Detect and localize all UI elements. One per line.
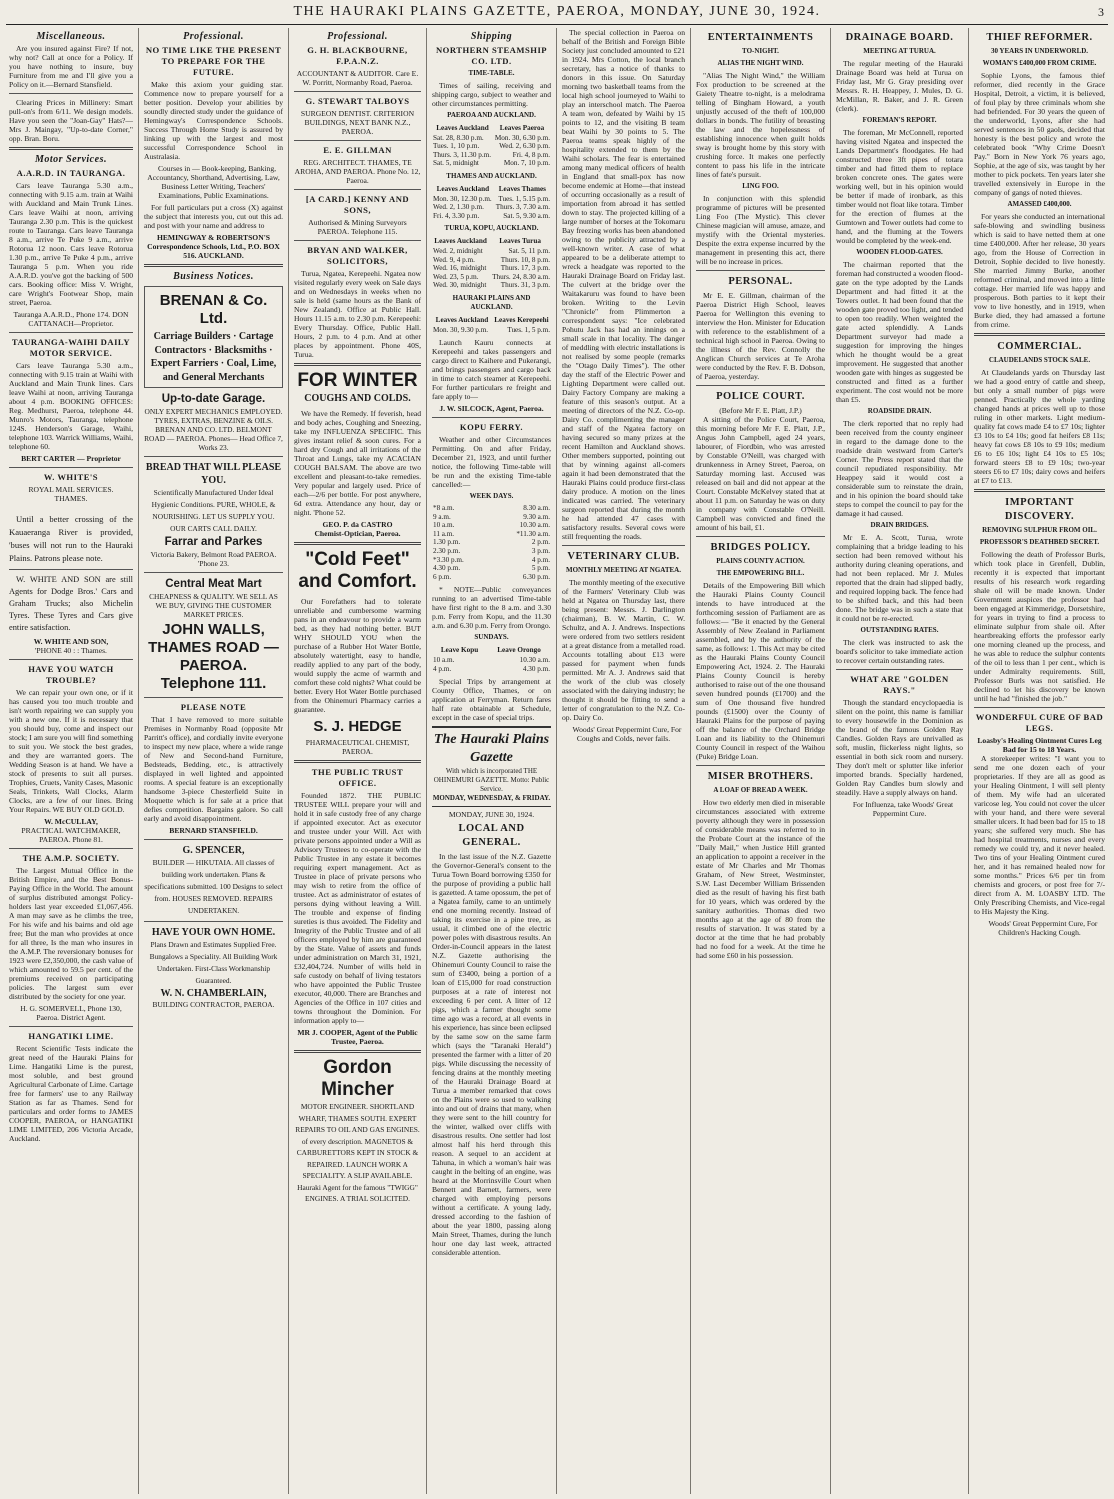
ad-title: NO TIME LIKE THE PRESENT TO PREPARE FOR THE FUTURE. — [145, 45, 282, 77]
article-subtitle: 30 YEARS IN UNDERWORLD. — [990, 47, 1089, 55]
table-row: Wed. 30, midnight Thurs. 31, 3 p.m. — [433, 281, 550, 290]
article-body: The foreman, Mr McConnell, reported having visited Ngatea and inspected the Lands Department's floodgates. He had constructed three 3ft pipes of totara timber and had fitted them to replace broken concrete ones. The gates were working well, but in his opinion would be better if made of ironbark, as this timber would not float like totara. Timber for the erection of flumes at the Gumtown and Tower outlets had come to hand, and the fluming at the Towers would be completed by the week-end. — [836, 128, 963, 245]
article-body: The monthly meeting of the executive of the Farmers' Veterinary Club was held at Ngatea on Thursday last, there being present: Messrs. J. Darlington (chairman), B. W. Martin, C. W. Schultz, and A. J. Andrews. Inspections were ordered from two settlers resident at a great distance from a metalled road. Accounts totalling about £13 were passed for payment when funds permitted. Mr A. J. Andrews said that the work of the club was closely associated with the dairying industry; he thought it should be fitting to send a letter of congratulation to the N.Z. Co-op. Dairy Co. — [562, 578, 685, 722]
ad-sign: 'PHONE 40 : : Thames. — [35, 646, 107, 655]
article-subtitle: TO-NIGHT. — [742, 47, 779, 55]
ad-title: THE PUBLIC TRUST OFFICE. — [311, 767, 404, 788]
ferry-note: * NOTE—Public conveyances running to an advertised Time-table have first right to the 8 a.m. and 3.30 p.m. Ferry from Kopu, and the 11.30 a.m. and 6.30 p.m. Ferry from Orongo. — [432, 585, 551, 631]
table-row: Tues. 1, 10 p.m. Wed. 2, 6.30 p.m. — [433, 142, 550, 151]
ferry-timetable — [432, 504, 551, 581]
ad-sign: MR J. COOPER, Agent of the Public Trustee, Paeroa. — [297, 1028, 418, 1046]
article-subtitle: ALIAS THE NIGHT WIND. — [717, 59, 804, 67]
article-body: In the last issue of the N.Z. Gazette the Governor-General's consent to the Turua Town Board borrowing £350 for the purpose of providing a public hall is gazetted. A tame opossum, the pet of a Ngatea family, came to an untimely end one morning recently. Instead of taking its exercise in a pine tree, as usual, it climbed one of the electric power poles with disastrous results. An Order-in-Council appears in the latest N.Z. Gazette authorising the Ohinemuri County Council to raise the sum of £3400, being a portion of a loan of £15,000 for road construction purposes at a rate of interest not exceeding 6 per cent. A litter of 12 pigs, which a farmer thought some time ago was a record, at all events in his experience, has since been eclipsed by the same sow on the same farm which (says the "Taranaki Herald") presented the farmer with a litter of 20 pigs. While discussing the necessity of fencing drains at the monthly meeting of the Hauraki Drainage Board at Turua a member remarked that cows on the Plains were so used to walking into and out of drains that many, when they were sent to the hill country for the winter, walked over cliffs with disastrous results. One settler had lost almost half his herd through this reason. A sequel to an accident at Tahuna, in which a woman's hair was caught in the belting of an engine, was heard at the Morrinsville Court when Bennett and Barnett, farmers, were charged with employing persons without a certificate. A young lady, dressed according to the fashion of about the year 1800, passing along Main Street, Thames, during the lunch hour one day last week, attracted considerable attention. — [432, 852, 551, 1258]
ad-body: ACCOUNTANT & AUDITOR. Care E. W. Porritt, Normanby Road, Paeroa. — [296, 69, 419, 87]
ad-sign: BERNARD STANSFIELD. — [169, 826, 258, 835]
shipping-title: NORTHERN STEAMSHIP CO. LTD. — [435, 45, 548, 66]
column-1 — [4, 28, 139, 1494]
ad-body: Authorised & Mining Surveyors PAEROA. Telephone 115. — [308, 218, 407, 236]
ad-body: REG. ARCHITECT. THAMES, TE AROHA, AND PAEROA. Phone No. 12, Paeroa. — [294, 158, 421, 185]
timetable: Leaves Auckland Leaves Paeroa Sat. 28, 8.30 p.m. Mon. 30, 6.30 p.m. Tues. 1, 10 p.m. Wed. 2, 6.30 p.m. Thurs. 3, 11.30 p.m. Fri. 4, 8 p.m. Sat. 5, midnight Mon. 7, 10 p.m. — [433, 124, 550, 168]
ad-body: Founded 1872. THE PUBLIC TRUSTEE WILL prepare your will and hold it in safe custody free of any charge if appointed executor. Act as executor and trustee under your Will. Act with private persons appointed under a Will as Advisory Trustees to co-operate with the Public Trustee in any estate it becomes requiring expert management. Act as Trustee in place of private persons who may wish to retire from the office of trustee. Act as administrator of estates of persons dying without leaving a Will. The trouble and expense of finding sureties is thus avoided. The Fidelity and Integrity of the Public Trustee and of all officers employed by him are guaranteed by the State. Value of assets and funds under administration on March 31, 1921, £32,404,724. Number of wills held in safe custody on behalf of living testators who have appointed the Public Trustee executor, 40,000. There are Branches and Agencies of the Office in 107 cities and towns throughout the Dominion. For information apply to— — [294, 791, 421, 1025]
ad-sign: BUILDING CONTRACTOR, PAEROA. — [152, 1000, 275, 1009]
ad-sign: S. J. HEDGE — [313, 718, 402, 735]
section-heading: Motor Services. — [35, 154, 107, 165]
timetable-label: TIME-TABLE. — [468, 69, 515, 77]
hedge-ad — [294, 718, 421, 756]
article-title: THIEF REFORMER. — [986, 32, 1093, 43]
ad-title: KOPU FERRY. — [459, 422, 524, 433]
ad-title: TAURANGA-WAIHI DAILY MOTOR SERVICE. — [11, 337, 131, 358]
timetable: Leaves Auckland Leaves Turua Wed. 2, midnight Sat. 5, 11 p.m. Wed. 9, 4 p.m. Thurs. 10, 8 p.m. Wed. 16, midnight Thurs. 17, 3 p.m. Wed. 23, 5 p.m. Thurs. 24, 8.30 a.m. Wed. 30, midnight Thurs. 31, 3 p.m. — [433, 237, 550, 290]
article-subtitle: FOREMAN'S REPORT. — [862, 116, 937, 124]
article-subtitle: THE EMPOWERING BILL. — [716, 569, 805, 577]
table-row: *8 a.m. 8.30 a.m. — [433, 504, 550, 513]
table-row: 4 p.m. 4.30 p.m. — [433, 664, 550, 673]
table-row: Sat. 5, midnight Mon. 7, 10 p.m. — [433, 159, 550, 168]
ad-sign: PRACTICAL WATCHMAKER, PAEROA. Phone 81. — [21, 826, 121, 844]
article-body: For years she conducted an international safe-blowing and swindling business which is said to have netted them at one time £400,000. After her release, 30 years ago, from the House of Correction in Detroit, Sophie decided to live honestly. She married Jimmy Burke, another reformed criminal, and moved into a little cottage. Her married life was happy and prosperous. Both parties to it kept their vow to live honestly, and in 1919, when Burke died, they had amassed a fortune from crime. — [974, 212, 1105, 329]
shipping-note: Launch Kauru connects at Kerepeehi and takes passengers and cargo direct to Kaihere and Pukerangi, and brings passengers and cargo back in time to catch steamer at Kerepeehi. For further particulars re freight and fare apply to— — [432, 338, 551, 402]
article-subtitle: REMOVING SULPHUR FROM OIL. — [982, 526, 1097, 534]
column-5 — [557, 28, 691, 1494]
ad-title: Gordon Mincher — [321, 1057, 394, 1100]
table-row: 4.30 p.m. 5 p.m. — [433, 564, 550, 573]
brenan-ad — [144, 286, 283, 388]
ad-title: HAVE YOU WATCH TROUBLE? — [28, 664, 114, 685]
article-body: Details of the Empowering Bill which the Hauraki Plains County Council intends to have introduced at the forthcoming session of Parliament are as follows:— "Be it enacted by the General Assembly of New Zealand in Parliament assembled, and by the authority of the same, as follows: 1. This Act may be cited as the Hauraki Plains County Council Empowering Act, 1924. 2. The Hauraki Plains County Council is hereby authorised to raise out of the one thousand seven hundred pounds (£1700) and the sum of One thousand five hundred pounds (£1500) over the County of Hauraki Plains for the purpose of paying off the balance of the Orchard Bridge Loan and its liability to the Ohinemuri County Council in respect of the Waihou (Puke) Bridge Loan. — [696, 581, 825, 761]
article-body: The regular meeting of the Hauraki Drainage Board was held at Turua on Friday last, Mr G. Gray presiding over Messrs. R. H. Heappey, J. Mules, D. G. McMillan, R. Baker, and J. R. Green (clerk). — [836, 59, 963, 113]
masthead-title: THE HAURAKI PLAINS GAZETTE, PAEROA, MONDAY, JUNE 30, 1924. — [293, 4, 821, 19]
table-row: 2.30 p.m. 3 p.m. — [433, 547, 550, 556]
ad-sign: W. McCULLAY, — [44, 817, 98, 826]
ad-title: Farrar and Parkes — [164, 536, 263, 548]
home-ad — [144, 926, 283, 1009]
article-subtitle: OUTSTANDING RATES. — [860, 626, 939, 634]
article-subtitle: PLAINS COUNTY ACTION. — [716, 557, 805, 565]
route-title: HAURAKI PLAINS AND AUCKLAND. — [452, 293, 531, 311]
ad-sub: COUGHS AND COLDS. — [304, 393, 411, 404]
ad-body: We can repair your own one, or if it has caused you too much trouble and isn't worth repairing we can supply you with a new one. If it is necessary that you should buy, come and inspect our stock; I am sure you will find something to suit you. We stock the best grades, and they are warranted goers. The Wedding Season is at hand. We have a stock of presents to suit all purses. Trophies, Cruets, Vanity Cases, Masonic Seals, Trinkets, Wall Clocks, Alarm Clocks, are a few of our lines. Bring Your Repairs. WE BUY OLD GOLD. — [9, 688, 133, 814]
ad-body: Recent Scientific Tests indicate the great need of the Hauraki Plains for Lime. Hangatiki Lime is the purest, most soluble, and best ground Agricultural Carbonate of Lime. Cartage free for farmers' use to any Railway Station as far as Thames. Send for particulars and order forms to JAMES COOPER, PAEROA, or HANGATIKI LIME LIMITED, 206 Victoria Arcade, Auckland. — [9, 1044, 133, 1143]
ad-body: Cars leave Tauranga 5.30 a.m., connecting with 9.15 a.m. train at Waihi with Auckland and Main Trunk Lines. Cars leave Waihi at noon, arriving Tauranga 2.30 p.m. This is the quickest route to Tauranga. Cars leave Tauranga 8 a.m., arrive Te Puke 9 a.m., arrive Rotorua 12 noon. Cars leave Rotorua 1.30 p.m., arrive Te Puke 4 p.m., arrive Tauranga 5 p.m. When you ride A.A.R.D. you've got the backing of 500 cars. Booking office: Miss V. Wright, care Wright's Footwear Shop, main street, Paeroa. — [9, 181, 133, 307]
ad-body: For full particulars put a cross (X) against the subject that interests you, cut out this ad. and post with your name and address to — [144, 203, 283, 230]
ad-body: ONLY EXPERT MECHANICS EMPLOYED. TYRES, EXTRAS, BENZINE & OILS. — [144, 407, 283, 425]
ad-body: Scientifically Manufactured Under Ideal Hygienic Conditions. PURE, WHOLE, & NOURISHING. LET US SUPPLY YOU. OUR CARTS CALL DAILY. — [151, 488, 276, 533]
section-heading: Professional. — [327, 31, 388, 42]
article-title: IMPORTANT DISCOVERY. — [1004, 497, 1075, 522]
table-row: Thurs. 3, 11.30 p.m. Fri. 4, 8 p.m. — [433, 150, 550, 159]
section-heading: Shipping — [470, 31, 513, 42]
article-body: Mr E. A. Scott, Turua, wrote complaining that a bridge leading to his section had been removed without his authority during cleaning operations, and had not been replaced. Mr J. Mules reported that the drain had slipped badly, and required lopping back. The fence had to be shifted back, and this had been done. The bridge was in such a state that it could not be re-erected. — [836, 533, 963, 623]
columns — [4, 28, 1110, 1496]
ferry-timetable: Leave Kopu Leave Orongo 10 a.m. 10.30 a.m. 4 p.m. 4.30 p.m. — [433, 646, 550, 673]
table-row: 10 a.m. 10.30 a.m. — [433, 521, 550, 530]
article-subtitle: MEETING AT TURUA. — [863, 47, 936, 55]
route-title: PAEROA AND AUCKLAND. — [447, 111, 536, 119]
ad-sign: HEMINGWAY & ROBERTSON'S Correspondence Schools, Ltd., P.O. BOX 516. AUCKLAND. — [147, 233, 280, 260]
article-title: VETERINARY CLUB. — [567, 551, 680, 562]
ad-sign: Chemist-Optician, Paeroa. — [314, 529, 401, 538]
ad-sign: Victoria Bakery, Belmont Road PAEROA. 'Phone 23. — [150, 550, 277, 568]
article-title: POLICE COURT. — [716, 391, 805, 402]
article-subtitle: LING FOO. — [742, 182, 779, 190]
filler: Woods' Great Peppermint Cure, For Children's Hacking Cough. — [988, 919, 1098, 937]
ad-title: Central Meat Mart — [165, 578, 262, 590]
article-subtitle: ROADSIDE DRAIN. — [867, 407, 932, 415]
table-row: Wed. 23, 5 p.m. Thurs. 24, 8.30 a.m. — [433, 272, 550, 281]
ad-title: G. H. BLACKBOURNE, F.P.A.N.Z. — [307, 45, 408, 66]
ad-body: Carriage Builders · Cartage Contractors · Blacksmiths · Expert Farriers · Coal, Lime, and General Merchants — [150, 331, 277, 383]
garage-ad — [144, 392, 283, 452]
article-body: The clerk reported that no reply had been received from the county engineer in regard to the damage done to the roadside drain westward from Carter's Corner. The Press report stated that the council repudiated responsibility. Mr Heappey said it would cost a considerable sum to reinstate the drain, and in his opinion the board should take steps to compel the council to pay for the damage it had caused. — [836, 419, 963, 518]
ad-sign: GEO. P. da CASTRO — [322, 520, 393, 529]
article-subtitle: AMASSED £400,000. — [1007, 200, 1072, 208]
article-title: WHAT ARE "GOLDEN RAYS." — [850, 674, 949, 695]
ad-sign: BRENAN AND CO. LTD. BELMONT ROAD — PAEROA. Phones— Head Office 7, Works 23. — [144, 425, 283, 452]
route-title: WEEK DAYS. — [469, 492, 514, 501]
article-body: The chairman reported that the foreman had constructed a wooden flood-gate on the type adopted by the Lands Department and had fitted it at the Towers outlet. It had been found that the wooden gate proved too light, and tended to open too readily. When weighted the gate acted splendidly. A Lands Department surveyor had made a suggestion for improving the hinges which he thought would be a great improvement. He suggested that another wooden gate with hinges as suggested be constructed and fitted as a further experiment. The cost would not be more than £5. — [836, 260, 963, 404]
ad-sign: BERT CARTER — Proprietor — [21, 454, 121, 463]
article-title: BRIDGES POLICY. — [710, 542, 811, 553]
article-body: A sitting of the Police Court, Paeroa, this morning before Mr F. E. Platt, J.P., Angus John Campbell, aged 24 years, labourer, of Fiordbin, who was arrested by Constable O'Neill, was charged with drunkenness in Arney Street, Paeroa, on Saturday morning last. Accused was released on bail and did not appear at the Court. Constable McKelvey stated that at about 11 p.m. on Saturday he was on duty in company with Constable O'Neill. Campbell was convicted and fined the amount of his bail, £1. — [696, 415, 825, 532]
issue-date: MONDAY, JUNE 30, 1924. — [448, 810, 535, 820]
article-title: COMMERCIAL. — [997, 341, 1082, 352]
feet-ad — [294, 549, 421, 593]
ad-title: G. STEWART TALBOYS — [305, 96, 410, 106]
article-body: Following the death of Professor Burls, which took place in Grenfell, Dublin, recently it is expected that important results of his research work regarding shale oil will be made known. Under Government auspices the professor had been engaged at Kimmeridge, Dorsetshire, for years in trying to find a process to eliminate sulphur from shale oil. After heartbreaking efforts the professor early one morning cleaned up the process, and he was able to reduce the sulphur contents of the oil to less than 1 per cent., which is under Admiralty requirements. Still, Professor Burls was not satisfied. He declined to let his discovery be known until he had "finished the job." — [974, 550, 1105, 703]
ad-body: BUILDER — HIKUTAIA. All classes of building work undertaken. Plans & specifications submitted. 100 Designs to select from. HOUSES REMOVED. REPAIRS UNDERTAKEN. — [144, 858, 283, 915]
flag-title: The Hauraki Plains Gazette — [433, 732, 550, 766]
article-title: MISER BROTHERS. — [707, 771, 814, 782]
article-title: ENTERTAINMENTS — [707, 32, 814, 43]
column-2 — [139, 28, 289, 1494]
article-subtitle: WOODEN FLOOD-GATES. — [856, 248, 943, 256]
article-body: At Claudelands yards on Thursday last we had a good entry of cattle and sheep, but only a small number of pigs were penned. Practically the whole yarding changed hands at prices well up to those ruling in other markets. Light medium-quality fat cows made £4 to £7 10s; lighter £3 10s to £4 10s; good fat heifers £8 11s; heavy fat cows £8 10s to £9 10s; medium £6 to £6 10s; light £4 10s to £5 10s; forward steers £8 to £9 10s; two-year steers £6 to £7 10s; dairy cows and heifers at £7 to £13. — [974, 368, 1105, 485]
article-body: Mr E. E. Gillman, chairman of the Paeroa District High School, leaves Paeroa for Wellington this evening to interview the Hon. Minister for Education with reference to the establishment of a technical high school in Paeroa. Owing to the illness of the Rev. Connolly the Anglican Church services at Te Aroha were conducted by the Rev. F. B. Dobson, of Paeroa, yesterday. — [696, 291, 825, 381]
table-row: Mon. 30, 9.30 p.m. Tues. 1, 5 p.m. — [433, 325, 550, 334]
ad-title: HAVE YOUR OWN HOME. — [151, 927, 276, 938]
table-row: Fri. 4, 3.30 p.m. Sat. 5, 9.30 a.m. — [433, 211, 550, 220]
article-body: How two elderly men died in miserable circumstances associated with extreme poverty although they were in possession of considerable means was referred to in the Probate Court at the instance of the "Daily Mail," when Justice Hill granted an application to appoint a receiver in the estate of Mr Charles and Mr Thomas Graham, of New Street, Westminster, S.W. Last December William Brissenden died as the result of having his first bath for 10 years, which was ordered by the sanitary authorities. Thomas died two months ago at the age of 80 from the results of starvation. It was stated by a doctor at the time that he had probably had no food for a week. At the time he had some £60 in his possession. — [696, 798, 825, 960]
timetable: Leaves Auckland Leaves Kerepeehi Mon. 30, 9.30 p.m. Tues. 1, 5 p.m. — [433, 315, 550, 334]
ad-body: Our Forefathers had to tolerate unreliable and cumbersome warming pans in an endeavour to provide a warm bed, as they had nothing better. BUT WHY SHOULD YOU when the purchase of a Rubber Hot Water Bottle, absolutely watertight, easy to handle, readily applied to any part of the body, would supply the acme of warmth and comfort these cold nights? What could be better. Every Hot Water Bottle purchased from the Ohinemuri Pharmacy carries a guarantee. — [294, 597, 421, 714]
article-subtitle: DRAIN BRIDGES. — [870, 521, 929, 529]
ad-body: MOTOR ENGINEER. SHORTLAND WHARF, THAMES SOUTH. EXPERT REPAIRS TO OIL AND GAS ENGINES. of every description. MAGNETOS & CARBURETTORS KEPT IN STOCK & REPAIRED. LAUNCH WORK A SPECIALITY. A SLIP AVAILABLE. Hauraki Agent for the famous "TWIGG" ENGINES. A TRIAL SOLICITED. — [295, 1102, 420, 1203]
article-subtitle: PROFESSOR'S DEATHBED SECRET. — [979, 538, 1100, 546]
table-row: Mon. 30, 12.30 p.m. Tues. 1, 5.15 p.m. — [433, 194, 550, 203]
article-subtitle: WOMAN'S £400,000 FROM CRIME. — [982, 59, 1097, 67]
ad-body: Until a better crossing of the Kauaeranga River is provided, 'buses will not run to the Hauraki Plains. Patrons please note. — [9, 514, 133, 563]
ad-title: G. SPENCER, — [182, 845, 245, 856]
article-body: Sophie Lyons, the famous thief reformer, died recently in the Grace Hospital, Detroit, a victim, it is believed, of foul play by three criminals whom she had befriended. For 30 years the queen of the underworld, Lyons, after she had served sentences in 50 gaols, decided that honesty is the best policy and wrote the celebrated book "Why Crime Doesn't Pay." Born in New York 76 years ago, Sophie, at the age of six, was taught by her mother to pick pockets. Ten years later she travelled extensively in Europe in the company of gangs of noted thieves. — [974, 71, 1105, 197]
table-row: Wed. 9, 4 p.m. Thurs. 10, 8 p.m. — [433, 255, 550, 264]
column-4 — [427, 28, 557, 1494]
bread-ad — [144, 461, 283, 568]
ad-body: Courses in — Book-keeping, Banking, Accountancy, Shorthand, Advertising, Law, Business Letter Writing, Teachers' Examinations, Public Examinations. — [147, 164, 280, 200]
page-number: 3 — [1098, 5, 1104, 19]
ad-sub: ROYAL MAIL SERVICES. — [28, 485, 114, 494]
ad-sign: H. G. SOMERVELL, Phone 130, Paeroa. District Agent. — [20, 1004, 122, 1022]
article-subtitle: MONTHLY MEETING AT NGATEA. — [565, 566, 681, 574]
section-heading: Business Notices. — [173, 271, 254, 282]
insurance-ad: Are you insured against Fire? If not, why not? Call at once for a Policy. If you have nothing to insure, buy Furniture from me and I'll give you a Policy on it.—Bernard Stansfield. — [9, 44, 133, 89]
table-row: 6 p.m. 6.30 p.m. — [433, 572, 550, 581]
column-3 — [289, 28, 427, 1494]
column-6 — [691, 28, 831, 1494]
article-subtitle: CLAUDELANDS STOCK SALE. — [988, 356, 1091, 364]
ad-title: Up-to-date Garage. — [161, 393, 266, 405]
table-row: 11 a.m. *11.30 a.m. — [433, 529, 550, 538]
ad-body: Turua, Ngatea, Kerepeehi. Ngatea now visited regularly every week on Sale days and on Wednesdays in weeks when no sale is held (same hours as the Bank of New Zealand). Office at Public Hall. Hours 11.15 a.m. to 2.30 p.m. Kerepeehi: Every Thursday. Office, Public Hall. Hours, 2 p.m. to 4 p.m. And at other places by appointment. Phone 40S, Turua. — [294, 269, 421, 359]
article-body: A storekeeper writes: "I want you to send me one dozen each of your proprietaries. If they are all as good as your Healing Ointment, I will sell plenty of them. My wife had an ulcerated varicose leg. You could not cover the ulcer with your hand, and there were several smaller ulcers. It had been bad for 15 to 18 years; she suffered very much. She has had hospital treatments, nurses and every remedy we could try, and it never healed. Two tins of your Healing Ointment cured her, and it has remained healed now for some months." Prices 6/6 per tin from chemists and grocers, or post free for 7/- direct from A. M. LOASBY LTD. The Only Prescribing Chemists, and Vice-regal to His Majesty the King. — [974, 754, 1105, 916]
article-body: The special collection in Paeroa on behalf of the British and Foreign Bible Society just concluded amounted to £21 in 1924. Mrs Cotton, the local branch secretary, has a notice of thanks to donors in this issue. On Saturday morning two basketball teams from the local high school journeyed to Waihi to play an interschool match. The Paeroa A team won, defeated by Waihi by 15 points to 12, and the visiting B team beat Waihi by 30 points to 5. The Paeroa teams speak highly of the hospitality extended to them by the Waihi scholars. The fear is entertained among many medical officers of health in England that small-pox has now become endemic at Home—that instead of occurring occasionally as a result of importation from abroad it has settled down to stay. The projected killing of a large number of horses at the Tokomaru Bay freezing works has been abandoned owing to the publicity attracted by a well-known writer. A case of what appeared to be a deliberate attempt to wreck a headgate was reported to the Hauraki Drainage Board on Friday last. The culvert at the bridge over the Waitakaruru was found to have been broken. Writing to the Levin "Chronicle" from Plimmerton a correspondent says: "Ice celebrated Pohutu Jack has had an innings on a small scale in that locality. The danger of meddling with electric installations is not realised by some people (remarks the "Otago Daily Times"). The other day the staff of the Electric Power and Lighting Department were called out. Dairy Factory Company are making a feature of this season's output. At a meeting of directors of the N.Z. Co-op. Dairy Co. complimenting the manager and staff of the Ngatea factory on having secured so many prizes at the recent Hamilton and Auckland shows. Other members supported, pointing out that by winning against all-comers again it had been demonstrated that the Hauraki Plains could produce first-class dairy produce. A motion on the lines indicated was carried. The veterinary surgeon reported that during the month he had attended 47 cases with satisfactory results. Several cows were still frequenting the roads. — [562, 28, 685, 541]
newspaper-flag — [432, 726, 551, 807]
ad-title: PLEASE NOTE — [180, 702, 247, 712]
ad-sub: THAMES. — [54, 494, 88, 503]
ad-title: HANGATIKI LIME. — [28, 1031, 114, 1041]
flag-subtitle: With which is incorporated THE OHINEMURI GAZETTE. Motto: Public Service. — [433, 767, 550, 794]
millinery-ad: Clearing Prices in Millinery: Smart pull-on's from 6/11. We design models. Have you seen the "Joan-Gay" Hats?—Mrs J. Maingay, "Up-to-date Corner," opp. Bran. Boru. — [9, 98, 133, 143]
article-body: "Alias The Night Wind," the William Fox production to be screened at the Gaiety Theatre to-night, is a melodrama telling of Bingham Howard, a youth unjustly accused of the theft of 100,000 dollars in bonds. The futility of breasting the law and the hopelessness of establishing innocence when guilt holds sway is brought home by this story with crushing force. It makes one perfectly content to pass his life in the intricate lines of fate's pursuit. — [696, 71, 825, 179]
column-7 — [831, 28, 969, 1494]
ad-sign: Tauranga A.A.R.D., Phone 174. DON CATTANACH—Proprietor. — [13, 310, 129, 328]
table-row: 1.30 p.m. 2 p.m. — [433, 538, 550, 547]
column-8 — [969, 28, 1110, 1494]
flag-days: MONDAY, WEDNESDAY, & FRIDAY. — [432, 794, 551, 803]
filler: Woods' Great Peppermint Cure, For Coughs and Colds, never fails. — [572, 725, 682, 743]
ferry-note: Weather and other Circumstances Permitting. On and after Friday, December 21, 1923, and until further notice, the following Time-table will be run and the existing Time-table cancelled:— — [432, 435, 551, 490]
article-title: PERSONAL. — [728, 276, 793, 287]
route-title: TURUA, KOPU, AUCKLAND. — [444, 224, 539, 233]
ad-title: "Cold Feet" and Comfort. — [298, 549, 417, 592]
table-row: 10 a.m. 10.30 a.m. — [433, 656, 550, 665]
article-title: WONDERFUL CURE OF BAD LEGS. — [975, 712, 1104, 733]
ad-body: W. WHITE AND SON are still Agents for Dodge Bros.' Cars and Graham Trucks; also Michelin Tyres. These Tyres and Cars give entire satisfaction. — [9, 575, 133, 632]
article-title: DRAINAGE BOARD. — [845, 32, 954, 43]
winter-ad — [294, 370, 421, 405]
article-body: Though the standard encyclopaedia is silent on the point, this name is familiar to every housewife in the Dominion as the brand of the famous Golden Ray Candles. Golden Rays are unrivalled as soft, muslin, flickerless night lights, so essential in both sick room and nursery. They don't melt or splutter like inferior imported brands. Specially hardened, Golden Ray Candles burn slowly and steadily. Have a supply always on hand. — [836, 698, 963, 797]
timetable-note: Times of sailing, receiving and shipping cargo, subject to weather and other circumstances permitting. — [432, 81, 551, 108]
ad-body: SURGEON DENTIST. CRITERION BUILDINGS, NEXT BANK N.Z., PAEROA. — [300, 109, 415, 136]
ad-body: Cars leave Tauranga 5.30 a.m., connecting with 9.15 train at Waihi with Auckland and Main Trunk lines. Cars leave Waihi at noon, arriving Tauranga about 4 p.m. BOOKING OFFICES: Reg. Medhurst, Paeroa, telephone 44. Munro's Motors, Tauranga, telephone 124S. Henderson's Garage, Waihi, telephone 103. Warrick Williams, Waihi, telephone 60. — [9, 361, 133, 451]
table-row: Wed. 2, midnight Sat. 5, 11 p.m. — [433, 246, 550, 255]
section-heading: Miscellaneous. — [36, 31, 106, 42]
table-row: Wed. 16, midnight Thurs. 17, 3 p.m. — [433, 264, 550, 273]
ad-sign: W. N. CHAMBERLAIN, — [160, 988, 267, 999]
ad-title: A.A.R.D. IN TAURANGA. — [16, 168, 126, 178]
ad-title: THE A.M.P. SOCIETY. — [22, 853, 120, 863]
table-row: Wed. 2, 1.30 p.m. Thurs. 3, 7.30 a.m. — [433, 203, 550, 212]
ad-body: The Largest Mutual Office in the British Empire, and the Best Bonus-Paying Office in the World. The amount of surplus distributed amongst Policy-holders last year exceeded £1,067,456. A man may save as he climbs the tree, For his wife and his bairns and old age free; But the man who provides at once for all three, Is the man who insures in the A.M.P. The reversionary bonuses for 1923 were £2,350,000, the cash value of which amounted to 59.5 per cent. of the premiums received on participating policies. The largest sum ever distributed by the society for one year. — [9, 866, 133, 1001]
ad-body: We have the Remedy. If feverish, head and body aches, Coughing and Sneezing, take my INFLUENZA SPECIFIC. This gives instant relief & soon cures. For a hard dry Cough and all irritations of the Throat and Lungs, take my ACACIAN COUGH BALSAM. The above are two excellent and pleasant-to-take remedies. Very popular and largely used. Price of each—2/6 per bottle. For post anywhere, 6d extra. Attendance any hour, day or night. 'Phone 52. — [294, 409, 421, 517]
ad-body: Make this axiom your guiding star. Commence now to prepare yourself for a better position. Develop your abilities by soundly directed study under the guidance of Hemingway's Correspondence Schools. Success Through Home Study is assured by linking up with the largest and most successful Correspondence School in Australasia. — [144, 80, 283, 161]
ad-title: [A CARD.] KENNY AND SONS, — [305, 194, 410, 215]
ad-body: Plans Drawn and Estimates Supplied Free. Bungalows a Speciality. All Building Work Undertaken. First-Class Workmanship Guaranteed. — [149, 940, 278, 985]
ad-title: E. E. GILLMAN — [323, 145, 392, 155]
article-subtitle: Loasby's Healing Ointment Cures Leg Bad for 15 to 18 Years. — [977, 736, 1102, 754]
ad-title: BRYAN AND WALKER, SOLICITORS, — [307, 245, 408, 266]
article-subtitle: (Before Mr F. E. Platt, J.P.) — [719, 406, 802, 415]
route-title: THAMES AND AUCKLAND. — [446, 171, 537, 180]
ad-body: That I have removed to more suitable Premises in Normanby Road (opposite Mr Parritt's office), and cordially invite everyone to inspect my new place, where a wide range of New and Second-hand Furniture, Bedsteads, Bedding, etc., is attractively displayed in well lighted and appointed rooms. A special feature is an exceptionally handsome 3-piece Chesterfield Suite in Moquette which is for sale at a price that defies competition. Bargains galore. So call early and avoid disappointment. — [144, 715, 283, 823]
article-body: The clerk was instructed to ask the board's solicitor to take immediate action to recover certain outstanding rates. — [836, 638, 963, 665]
timetable: Leaves Auckland Leaves Thames Mon. 30, 12.30 p.m. Tues. 1, 5.15 p.m. Wed. 2, 1.30 p.m. Thurs. 3, 7.30 a.m. Fri. 4, 3.30 p.m. Sat. 5, 9.30 a.m. — [433, 184, 550, 220]
meat-ad — [144, 577, 283, 693]
article-subtitle: A LOAF OF BREAD A WEEK. — [713, 786, 808, 794]
ad-title: BRENAN & Co. Ltd. — [159, 292, 268, 327]
ferry-note: Special Trips by arrangement at County Office, Thames, or on application at Ferryman. Return fares half rate obtainable at Schedule, except in the case of special trips. — [432, 677, 551, 723]
ad-title: FOR WINTER — [297, 370, 418, 391]
filler: For Influenza, take Woods' Great Peppermint Cure. — [852, 800, 954, 818]
ad-sign: J. W. SILCOCK, Agent, Paeroa. — [439, 404, 544, 414]
ad-sign: JOHN WALLS, THAMES ROAD — PAEROA. Telephone 111. — [148, 621, 279, 692]
ad-body: CHEAPNESS & QUALITY. WE SELL AS WE BUY, GIVING THE CUSTOMER MARKET PRICES. — [149, 592, 278, 619]
table-row: 9 a.m. 9.30 a.m. — [433, 512, 550, 521]
table-row: *3.30 p.m. 4 p.m. — [433, 555, 550, 564]
article-title: LOCAL AND GENERAL. — [458, 823, 525, 849]
ad-title: BREAD THAT WILL PLEASE YOU. — [145, 462, 282, 486]
ad-sign: W. WHITE AND SON, — [33, 637, 109, 646]
table-row: Sat. 28, 8.30 p.m. Mon. 30, 6.30 p.m. — [433, 133, 550, 142]
mincher-ad — [294, 1057, 421, 1205]
spencer-ad — [144, 844, 283, 917]
article-body: In conjunction with this splendid programme of pictures will be presented Ling Foo (The Mystic). This clever Chinese magician will amuse, amaze, and mystify with the Oriental mysteries. Despite the extra expense incurred by the management in presenting this act, there will be no increase in prices. — [696, 194, 825, 266]
route-title: SUNDAYS. — [474, 633, 509, 642]
ad-sign: PHARMACEUTICAL CHEMIST, PAEROA. — [305, 738, 410, 756]
section-heading: Professional. — [183, 31, 244, 42]
ad-title: W. WHITE'S — [43, 472, 99, 482]
masthead — [6, 0, 1108, 25]
